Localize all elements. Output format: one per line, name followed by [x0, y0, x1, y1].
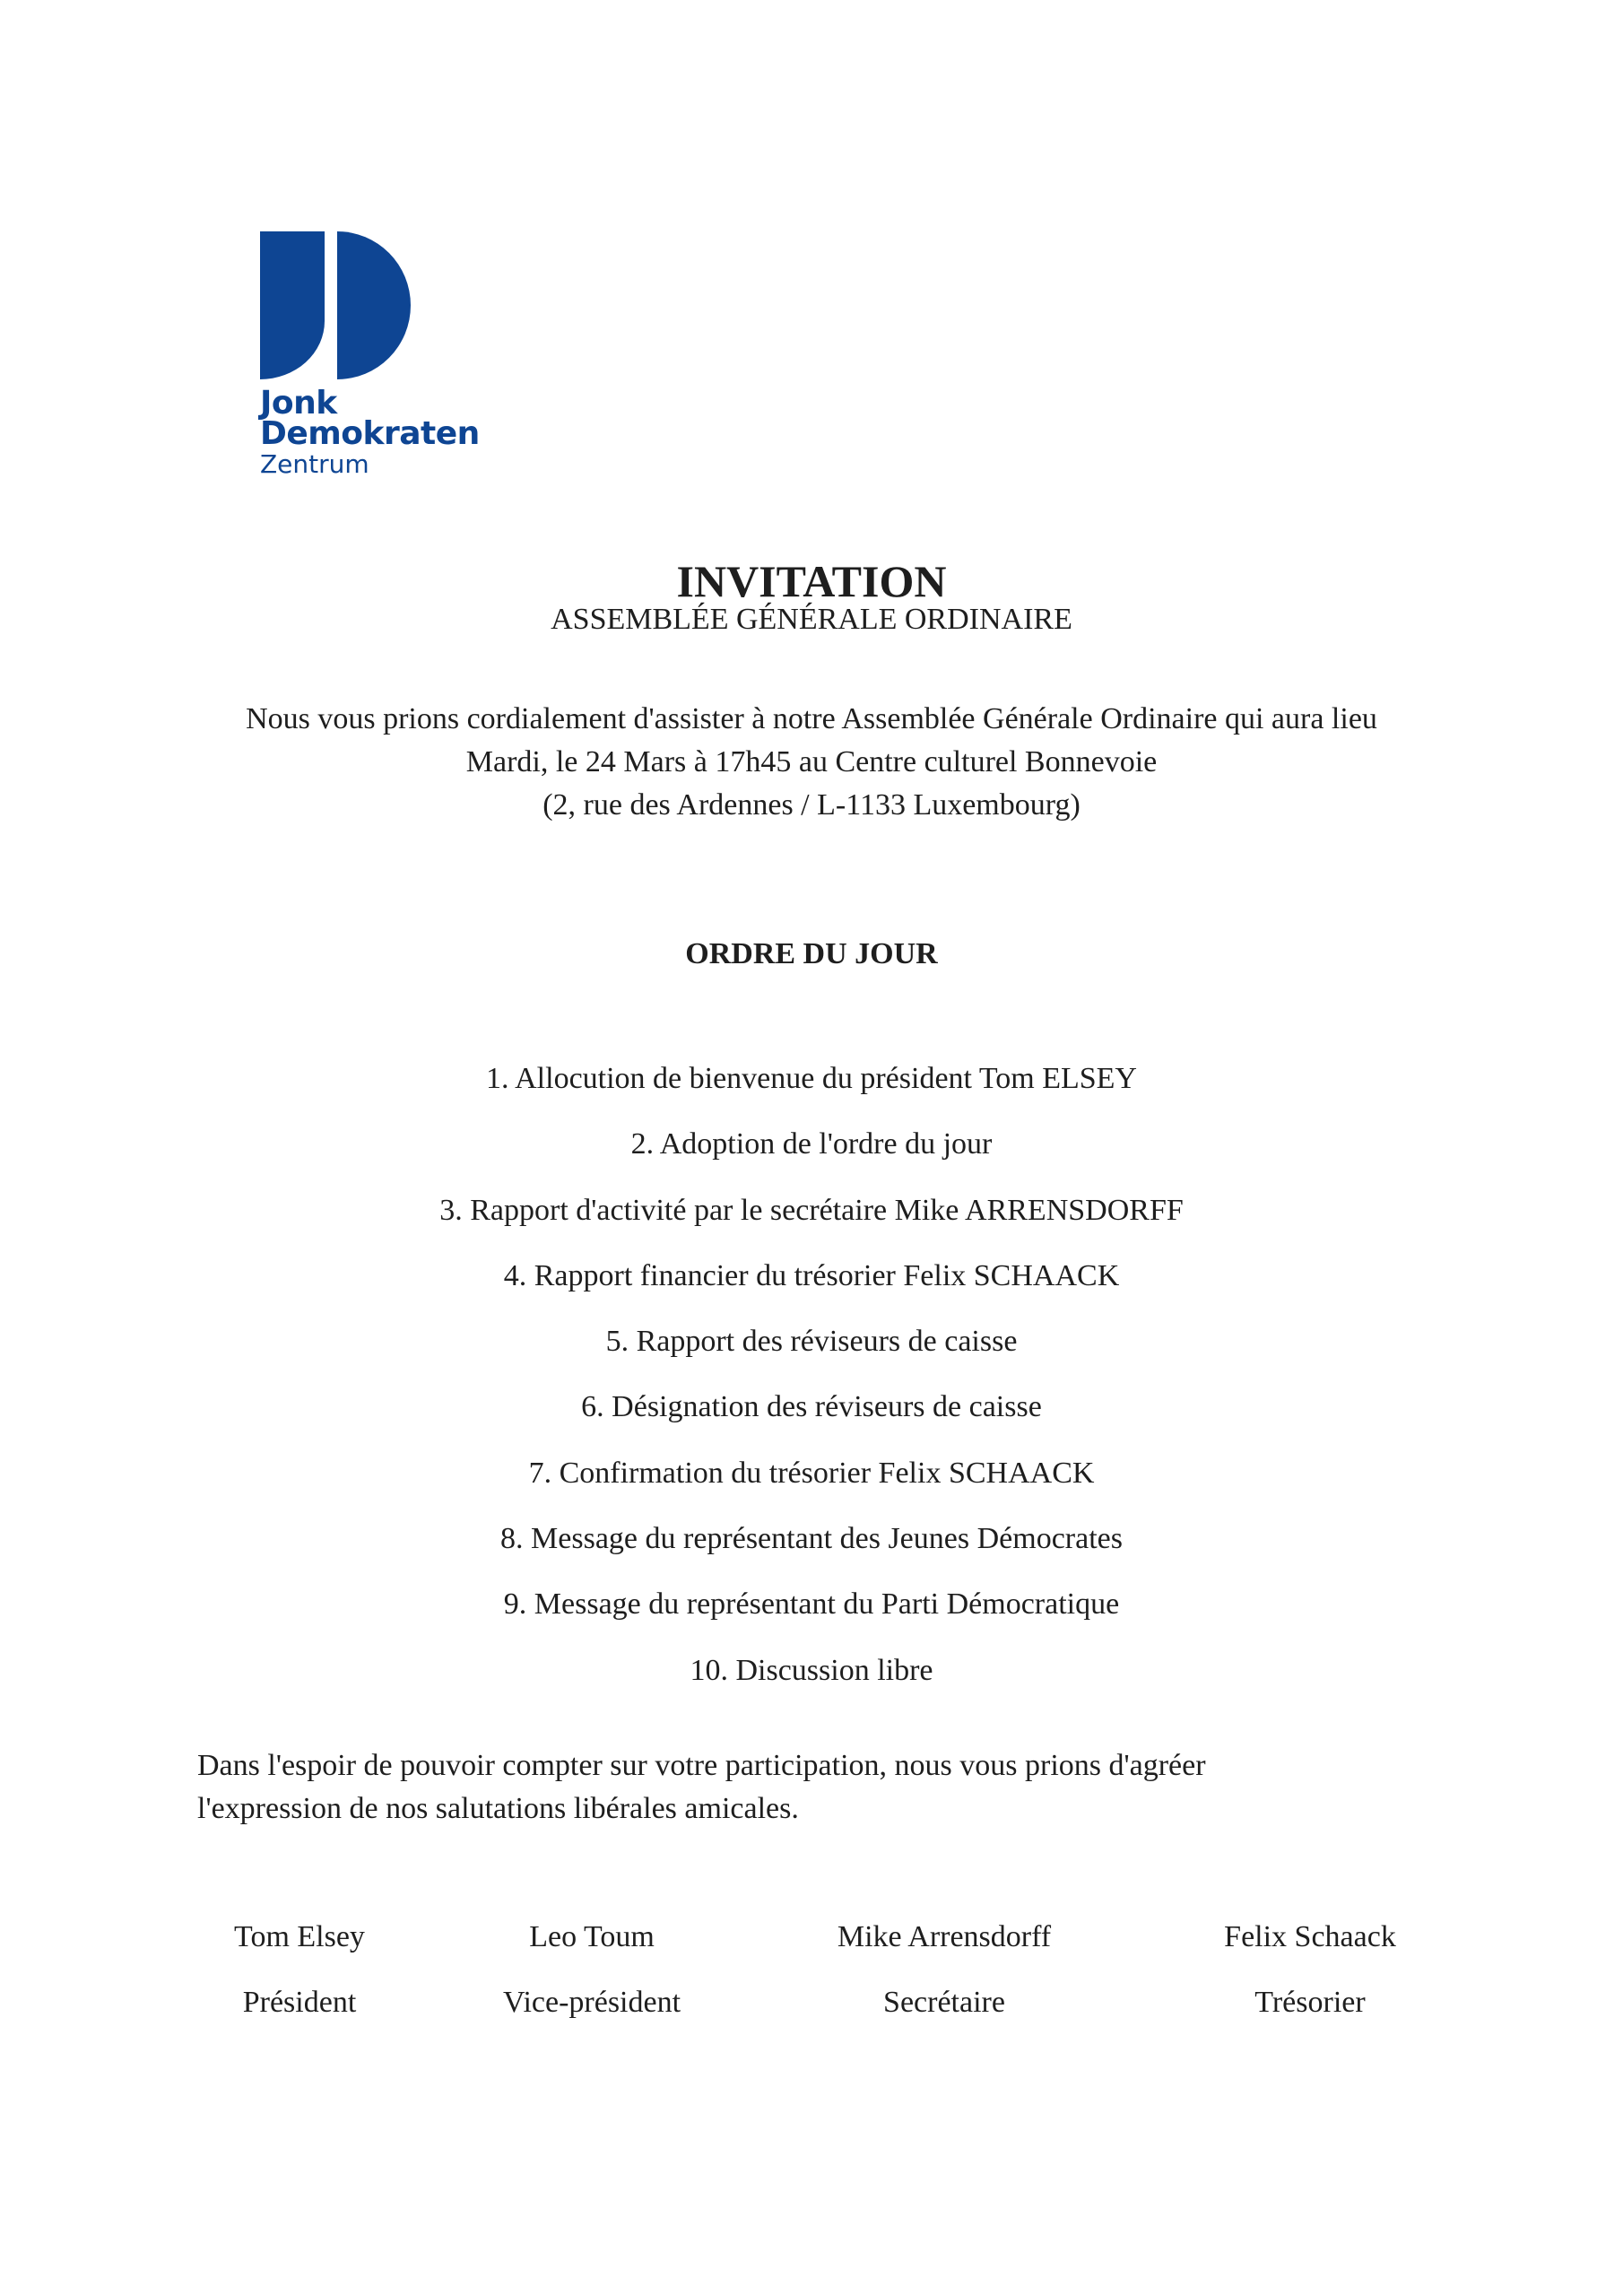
document-title: INVITATION [676, 556, 947, 606]
closing-line: l'expression de nos salutations libérales amicales. [197, 1792, 799, 1825]
organization-logo [260, 231, 480, 483]
agenda-title: ORDRE DU JOUR [685, 937, 938, 970]
signatory-treasurer [1224, 1918, 1396, 2022]
logo-text-jonk: Jonk [260, 385, 337, 422]
intro-line: (2, rue des Ardennes / L-1133 Luxembourg) [542, 788, 1081, 822]
agenda-item: 10. Discussion libre [690, 1653, 933, 1687]
intro-line: Nous vous prions cordialement d'assister à notre Assemblée Générale Ordinaire qui aura lieu [246, 702, 1377, 735]
agenda-item: 7. Confirmation du trésorier Felix SCHAACK [528, 1456, 1095, 1490]
intro-line: Mardi, le 24 Mars à 17h45 au Centre culturel Bonnevoie [465, 745, 1158, 778]
logo-text-zentrum: Zentrum [260, 449, 369, 479]
agenda-item: 3. Rapport d'activité par le secrétaire Mike ARRENSDORFF [439, 1193, 1184, 1227]
document-subtitle: ASSEMBLÉE GÉNÉRALE ORDINAIRE [551, 603, 1072, 636]
closing-paragraph [197, 1744, 1453, 1831]
agenda-item: 5. Rapport des réviseurs de caisse [605, 1325, 1018, 1359]
signatory-role: Vice-président [502, 1986, 681, 2019]
agenda-item: 6. Désignation des réviseurs de caisse [581, 1390, 1042, 1424]
signatory-name: Mike Arrensdorff [837, 1920, 1052, 1953]
intro-paragraph [0, 698, 1623, 827]
signatory-secretary [838, 1918, 1051, 2022]
signatory-name: Felix Schaack [1224, 1920, 1396, 1953]
signatory-vice-president [503, 1918, 681, 2022]
signatory-president [234, 1918, 365, 2022]
signatory-name: Leo Toum [529, 1920, 655, 1953]
closing-line: Dans l'espoir de pouvoir compter sur votre participation, nous vous prions d'agréer [197, 1749, 1206, 1782]
logo-text-demokraten: Demokraten [260, 415, 480, 452]
signatory-name: Tom Elsey [234, 1920, 365, 1953]
agenda-item: 4. Rapport financier du trésorier Felix SCHAACK [503, 1258, 1120, 1292]
signatory-role: Trésorier [1254, 1986, 1366, 2019]
signatory-role: Secrétaire [883, 1986, 1005, 2019]
signatory-role: Président [242, 1986, 357, 2019]
logo-jd-mark-icon [260, 231, 412, 379]
agenda-item: 1. Allocution de bienvenue du président Tom ELSEY [486, 1062, 1137, 1095]
agenda-item: 9. Message du représentant du Parti Démocratique [503, 1587, 1120, 1622]
agenda-item: 2. Adoption de l'ordre du jour [630, 1127, 993, 1161]
agenda-item: 8. Message du représentant des Jeunes Démocrates [500, 1522, 1123, 1556]
agenda-list [0, 1046, 1623, 1703]
